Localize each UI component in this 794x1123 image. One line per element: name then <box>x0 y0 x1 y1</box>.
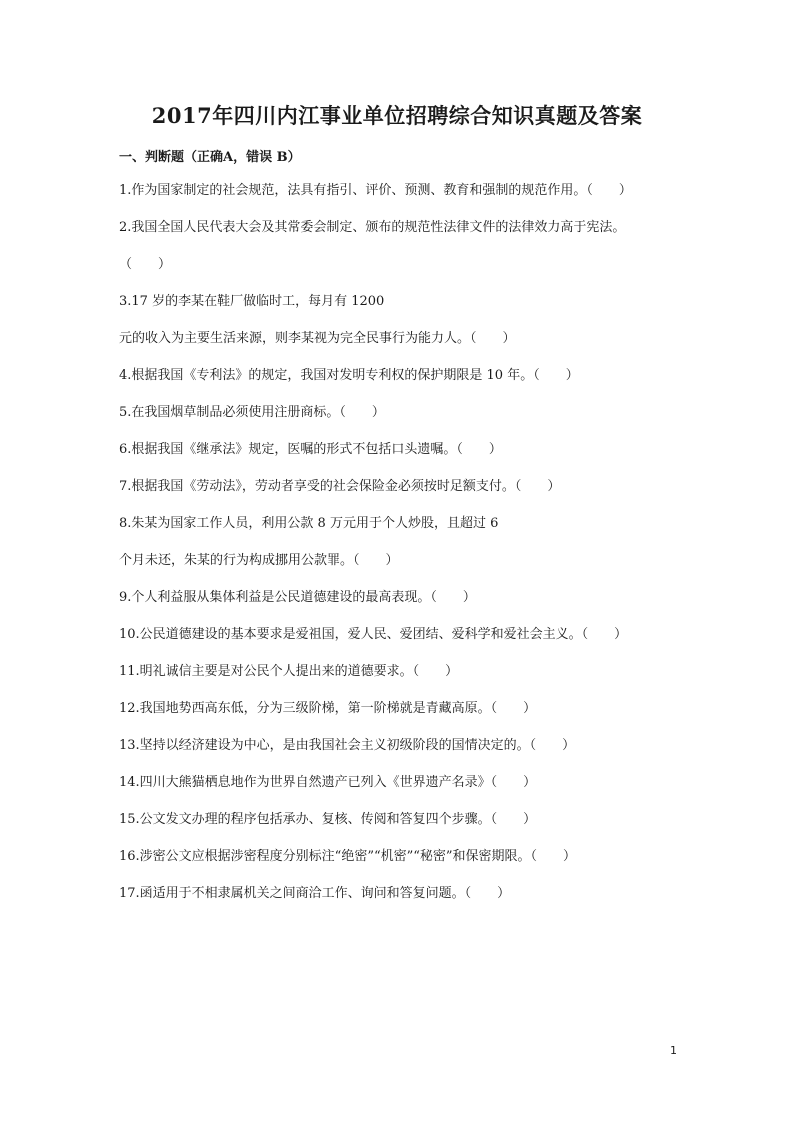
question-line-10: 10.公民道德建设的基本要求是爱祖国，爱人民、爱团结、爱科学和爱社会主义。（ ） <box>119 627 628 642</box>
question-line-16: 16.涉密公文应根据涉密程度分别标注“绝密”“机密”“秘密”和保密期限。（ ） <box>119 849 577 864</box>
question-line-12: 12.我国地势西高东低，分为三级阶梯，第一阶梯就是青藏高原。（ ） <box>119 701 537 716</box>
document-title: 2017年四川内江事业单位招聘综合知识真题及答案 <box>151 103 643 128</box>
question-line-1: 1.作为国家制定的社会规范，法具有指引、评价、预测、教育和强制的规范作用。（ ） <box>119 183 632 198</box>
question-line-4: 4.根据我国《专利法》的规定，我国对发明专利权的保护期限是 10 年。（ ） <box>119 368 579 383</box>
question-line-13: 13.坚持以经济建设为中心，是由我国社会主义初级阶段的国情决定的。（ ） <box>119 738 576 753</box>
question-line-11: 11.明礼诚信主要是对公民个人提出来的道德要求。（ ） <box>119 664 459 679</box>
question-line-17: 17.函适用于不相隶属机关之间商洽工作、询问和答复问题。（ ） <box>119 886 511 901</box>
question-line-14: 14.四川大熊猫栖息地作为世界自然遗产已列入《世界遗产名录》（ ） <box>119 775 537 790</box>
question-line-2-cont: （ ） <box>119 257 172 272</box>
question-line-2: 2.我国全国人民代表大会及其常委会制定、颁布的规范性法律文件的法律效力高于宪法。 <box>119 220 626 235</box>
page-number: 1 <box>670 1044 677 1057</box>
question-line-15: 15.公文发文办理的程序包括承办、复核、传阅和答复四个步骤。（ ） <box>119 812 537 827</box>
question-line-9: 9.个人利益服从集体利益是公民道德建设的最高表现。（ ） <box>119 590 476 605</box>
question-list <box>119 172 699 912</box>
question-line-6: 6.根据我国《继承法》规定，医嘱的形式不包括口头遗嘱。（ ） <box>119 442 502 457</box>
question-line-8: 8.朱某为国家工作人员，利用公款 8 万元用于个人炒股，且超过 6 <box>119 516 499 531</box>
question-line-3-cont: 元的收入为主要生活来源，则李某视为完全民事行为能力人。（ ） <box>119 331 516 346</box>
section-heading: 一、判断题（正确A，错误 B） <box>119 150 301 165</box>
question-line-8-cont: 个月未还，朱某的行为构成挪用公款罪。（ ） <box>119 553 399 568</box>
question-line-5: 5.在我国烟草制品必须使用注册商标。（ ） <box>119 405 385 420</box>
question-line-3: 3.17 岁的李某在鞋厂做临时工，每月有 1200 <box>119 294 385 309</box>
question-line-7: 7.根据我国《劳动法》，劳动者享受的社会保险金必须按时足额支付。（ ） <box>119 479 561 494</box>
